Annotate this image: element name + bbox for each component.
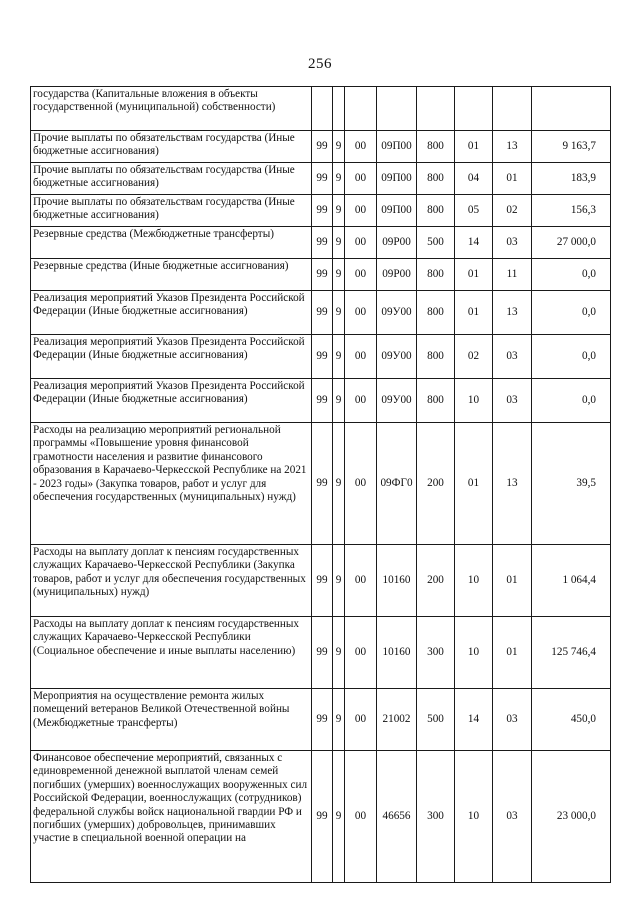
expense-type-cell: 300 [417, 751, 455, 883]
expense-name-cell: Прочие выплаты по обязательствам государства (Иные бюджетные ассигнования) [31, 163, 312, 195]
expense-type-cell: 800 [417, 379, 455, 423]
subprogram-code-cell: 9 [333, 335, 345, 379]
expense-name-cell: Расходы на реализацию мероприятий региональной программы «Повышение уровня финансовой грамотности населения и развитие финансового образования в Карачаево-Черкесской Республике на 2021 - 2023 годы» (Закупка товаров, работ и услуг для обеспечения государственных (муниципальных) нужд) [31, 423, 312, 545]
subprogram-code-cell: 9 [333, 379, 345, 423]
section-code-cell: 01 [455, 131, 493, 163]
expense-type-cell: 200 [417, 423, 455, 545]
group-code-cell: 00 [345, 131, 377, 163]
subsection-code-cell: 11 [493, 259, 532, 291]
expense-type-cell: 800 [417, 131, 455, 163]
target-code-cell: 09П00 [377, 131, 417, 163]
section-code-cell [455, 87, 493, 131]
subprogram-code-cell: 9 [333, 259, 345, 291]
expense-name-cell: Реализация мероприятий Указов Президента Российской Федерации (Иные бюджетные ассигнования) [31, 335, 312, 379]
expense-name-cell: Резервные средства (Межбюджетные трансферты) [31, 227, 312, 259]
budget-table [30, 86, 611, 883]
expense-type-cell: 800 [417, 291, 455, 335]
program-code-cell: 99 [312, 131, 333, 163]
subprogram-code-cell: 9 [333, 689, 345, 751]
group-code-cell: 00 [345, 227, 377, 259]
amount-cell: 0,0 [532, 259, 611, 291]
program-code-cell [312, 87, 333, 131]
expense-name-cell: Расходы на выплату доплат к пенсиям государственных служащих Карачаево-Черкесской Республики (Закупка товаров, работ и услуг для обеспечения государственных (муниципальных) нужд) [31, 545, 312, 617]
subsection-code-cell: 03 [493, 335, 532, 379]
table-row [31, 291, 611, 335]
section-code-cell: 10 [455, 379, 493, 423]
program-code-cell: 99 [312, 689, 333, 751]
section-code-cell: 02 [455, 335, 493, 379]
section-code-cell: 01 [455, 291, 493, 335]
program-code-cell: 99 [312, 291, 333, 335]
table-row [31, 227, 611, 259]
table-row [31, 259, 611, 291]
table-row [31, 423, 611, 545]
target-code-cell: 21002 [377, 689, 417, 751]
target-code-cell: 09П00 [377, 195, 417, 227]
amount-cell: 0,0 [532, 335, 611, 379]
group-code-cell: 00 [345, 751, 377, 883]
subsection-code-cell: 03 [493, 227, 532, 259]
expense-name-cell: Прочие выплаты по обязательствам государства (Иные бюджетные ассигнования) [31, 195, 312, 227]
subprogram-code-cell: 9 [333, 227, 345, 259]
subprogram-code-cell: 9 [333, 291, 345, 335]
expense-type-cell [417, 87, 455, 131]
section-code-cell: 05 [455, 195, 493, 227]
target-code-cell: 09У00 [377, 291, 417, 335]
expense-type-cell: 200 [417, 545, 455, 617]
amount-cell: 27 000,0 [532, 227, 611, 259]
section-code-cell: 01 [455, 259, 493, 291]
expense-name-cell: Реализация мероприятий Указов Президента Российской Федерации (Иные бюджетные ассигнования) [31, 379, 312, 423]
group-code-cell: 00 [345, 195, 377, 227]
amount-cell: 183,9 [532, 163, 611, 195]
amount-cell: 0,0 [532, 379, 611, 423]
table-row [31, 335, 611, 379]
amount-cell [532, 87, 611, 131]
expense-type-cell: 500 [417, 227, 455, 259]
group-code-cell: 00 [345, 335, 377, 379]
table-row [31, 379, 611, 423]
subsection-code-cell: 03 [493, 379, 532, 423]
program-code-cell: 99 [312, 423, 333, 545]
group-code-cell: 00 [345, 163, 377, 195]
group-code-cell: 00 [345, 689, 377, 751]
amount-cell: 450,0 [532, 689, 611, 751]
expense-name-cell: Расходы на выплату доплат к пенсиям государственных служащих Карачаево-Черкесской Республики (Социальное обеспечение и иные выплаты населению) [31, 617, 312, 689]
subsection-code-cell: 01 [493, 163, 532, 195]
table-row [31, 131, 611, 163]
table-row [31, 163, 611, 195]
group-code-cell [345, 87, 377, 131]
program-code-cell: 99 [312, 751, 333, 883]
amount-cell: 1 064,4 [532, 545, 611, 617]
subprogram-code-cell: 9 [333, 545, 345, 617]
program-code-cell: 99 [312, 259, 333, 291]
table-row [31, 545, 611, 617]
expense-type-cell: 300 [417, 617, 455, 689]
subprogram-code-cell: 9 [333, 751, 345, 883]
subsection-code-cell: 13 [493, 423, 532, 545]
amount-cell: 156,3 [532, 195, 611, 227]
expense-type-cell: 800 [417, 335, 455, 379]
subprogram-code-cell: 9 [333, 617, 345, 689]
expense-type-cell: 800 [417, 259, 455, 291]
table-row [31, 87, 611, 131]
subsection-code-cell [493, 87, 532, 131]
program-code-cell: 99 [312, 545, 333, 617]
program-code-cell: 99 [312, 227, 333, 259]
expense-type-cell: 800 [417, 195, 455, 227]
subsection-code-cell: 03 [493, 689, 532, 751]
program-code-cell: 99 [312, 335, 333, 379]
expense-name-cell: Финансовое обеспечение мероприятий, связанных с единовременной денежной выплатой членам семей погибших (умерших) военнослужащих вооруженных сил Российской Федерации, военнослужащих (сотрудников) федеральной службы войск национальной гвардии РФ и погибших (умерших) добровольцев, принимавших участие в специальной военной операции на [31, 751, 312, 883]
target-code-cell: 09П00 [377, 163, 417, 195]
table-row [31, 751, 611, 883]
target-code-cell: 09У00 [377, 379, 417, 423]
expense-name-cell: Мероприятия на осуществление ремонта жилых помещений ветеранов Великой Отечественной войны (Межбюджетные трансферты) [31, 689, 312, 751]
subprogram-code-cell: 9 [333, 423, 345, 545]
expense-type-cell: 800 [417, 163, 455, 195]
subprogram-code-cell: 9 [333, 195, 345, 227]
amount-cell: 125 746,4 [532, 617, 611, 689]
amount-cell: 0,0 [532, 291, 611, 335]
target-code-cell: 09У00 [377, 335, 417, 379]
page-number: 256 [308, 56, 332, 72]
expense-type-cell: 500 [417, 689, 455, 751]
group-code-cell: 00 [345, 423, 377, 545]
section-code-cell: 10 [455, 545, 493, 617]
group-code-cell: 00 [345, 617, 377, 689]
section-code-cell: 10 [455, 617, 493, 689]
subsection-code-cell: 13 [493, 131, 532, 163]
subprogram-code-cell [333, 87, 345, 131]
target-code-cell [377, 87, 417, 131]
subsection-code-cell: 02 [493, 195, 532, 227]
program-code-cell: 99 [312, 163, 333, 195]
section-code-cell: 01 [455, 423, 493, 545]
expense-name-cell: Прочие выплаты по обязательствам государства (Иные бюджетные ассигнования) [31, 131, 312, 163]
section-code-cell: 14 [455, 227, 493, 259]
subprogram-code-cell: 9 [333, 131, 345, 163]
table-row [31, 617, 611, 689]
target-code-cell: 09ФГ0 [377, 423, 417, 545]
section-code-cell: 14 [455, 689, 493, 751]
table-row [31, 689, 611, 751]
group-code-cell: 00 [345, 291, 377, 335]
target-code-cell: 09Р00 [377, 227, 417, 259]
program-code-cell: 99 [312, 379, 333, 423]
subsection-code-cell: 01 [493, 545, 532, 617]
target-code-cell: 10160 [377, 617, 417, 689]
table-row [31, 195, 611, 227]
target-code-cell: 46656 [377, 751, 417, 883]
subsection-code-cell: 13 [493, 291, 532, 335]
program-code-cell: 99 [312, 195, 333, 227]
expense-name-cell: Реализация мероприятий Указов Президента Российской Федерации (Иные бюджетные ассигнования) [31, 291, 312, 335]
expense-name-cell: государства (Капитальные вложения в объекты государственной (муниципальной) собственности) [31, 87, 312, 131]
subsection-code-cell: 03 [493, 751, 532, 883]
section-code-cell: 04 [455, 163, 493, 195]
amount-cell: 39,5 [532, 423, 611, 545]
program-code-cell: 99 [312, 617, 333, 689]
expense-name-cell: Резервные средства (Иные бюджетные ассигнования) [31, 259, 312, 291]
amount-cell: 23 000,0 [532, 751, 611, 883]
target-code-cell: 09Р00 [377, 259, 417, 291]
subprogram-code-cell: 9 [333, 163, 345, 195]
group-code-cell: 00 [345, 379, 377, 423]
group-code-cell: 00 [345, 259, 377, 291]
target-code-cell: 10160 [377, 545, 417, 617]
subsection-code-cell: 01 [493, 617, 532, 689]
amount-cell: 9 163,7 [532, 131, 611, 163]
section-code-cell: 10 [455, 751, 493, 883]
group-code-cell: 00 [345, 545, 377, 617]
